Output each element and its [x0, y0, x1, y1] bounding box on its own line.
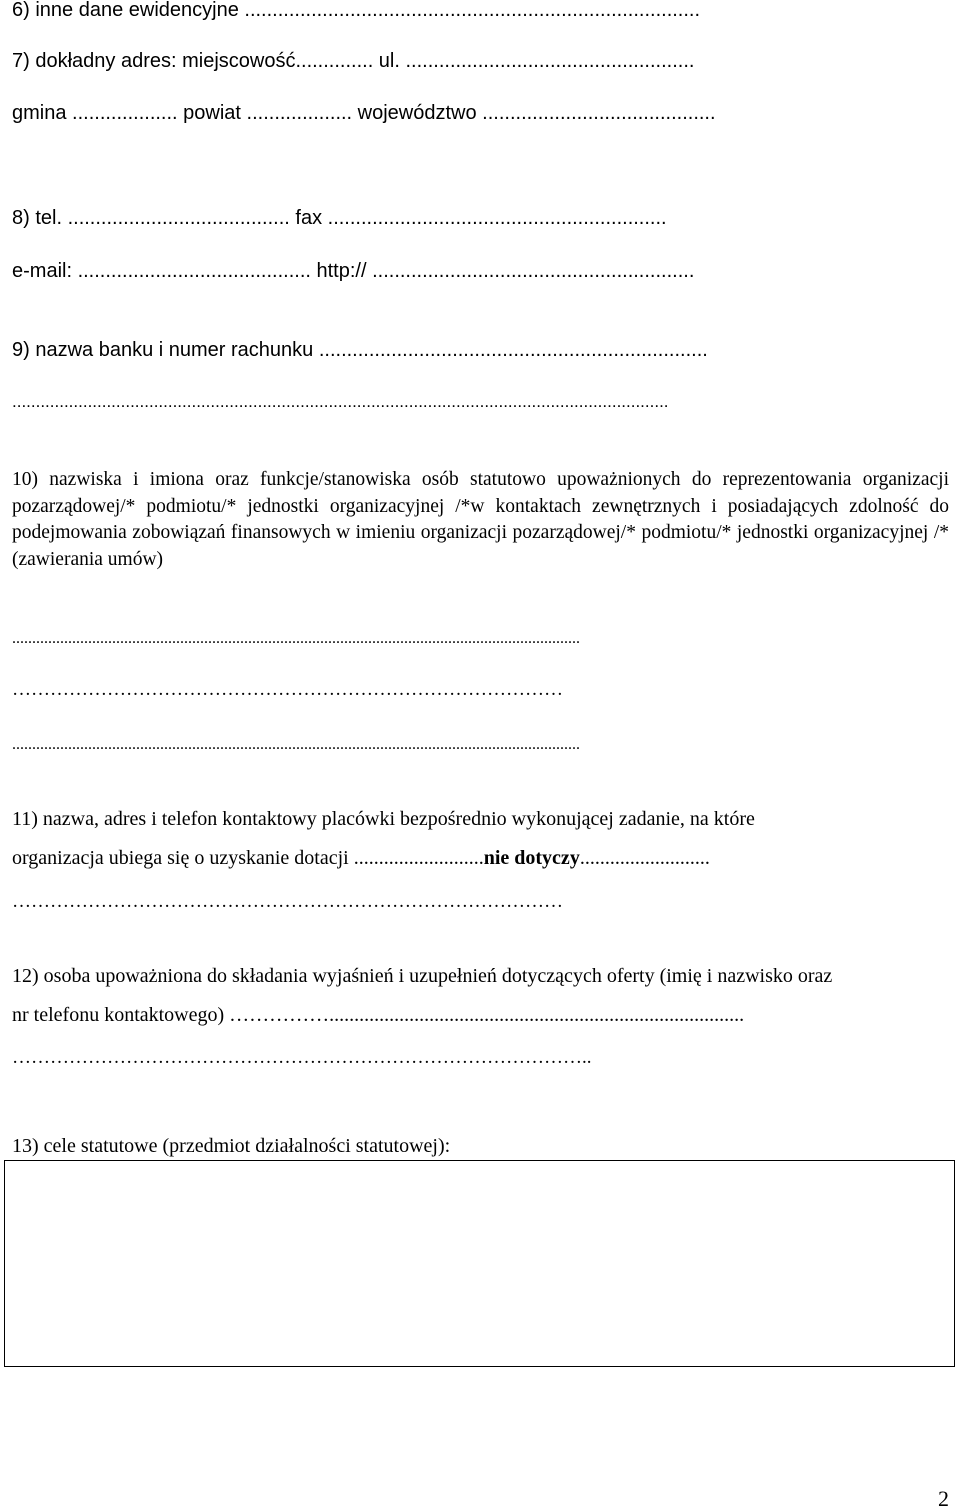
- field-12-contact-person-heading: 12) osoba upoważniona do składania wyjaśnień i uzupełnień dotyczących oferty (imię i nazwisko oraz: [12, 965, 833, 987]
- field-9-bank-account: 9) nazwa banku i numer rachunku ......................................................................: [12, 339, 708, 361]
- page-number: 2: [938, 1486, 949, 1511]
- field-12-answer-line: ………………………………………………………………………………..: [12, 1047, 592, 1068]
- field-10-answer-line-3: ..............................................................................................................................................: [12, 736, 580, 753]
- field-11-answer-line: ……………………………………………………………………………: [12, 891, 563, 912]
- field-10-answer-line-2: ……………………………………………………………………………: [12, 679, 563, 700]
- field-8-phone-fax: 8) tel. ........................................ fax .............................................................: [12, 207, 667, 229]
- field-11-facility-heading: 11) nazwa, adres i telefon kontaktowy placówki bezpośrednio wykonującej zadanie, na które: [12, 808, 755, 830]
- field-7-address-admin: gmina ................... powiat ................... województwo ..........................................: [12, 102, 716, 124]
- field-10-answer-line-1: ..............................................................................................................................................: [12, 630, 580, 647]
- field-6-other-registry-data: 6) inne dane ewidencyjne ..................................................................................: [12, 0, 701, 21]
- field-12-contact-person-answer: nr telefonu kontaktowego) ……………...................................................................................: [12, 1004, 745, 1026]
- field-9-bank-account-continuation: ...........................................................................................................................................: [12, 392, 669, 411]
- field-7-address: 7) dokładny adres: miejscowość.............. ul. ....................................................: [12, 50, 695, 72]
- field-10-authorized-persons-heading: 10) nazwiska i imiona oraz funkcje/stanowiska osób statutowo upoważnionych do reprezentowania organizacji pozarządowej/* podmiotu/* jednostki organizacyjnej /*w kontaktach zewnętrznych i posiadających zdolność do podejmowania zobowiązań finansowych w imieniu organizacji pozarządowej/* podmiotu/* jednostki organizacyjnej /*(zawierania umów): [12, 469, 949, 570]
- statutory-goals-text-box[interactable]: [4, 1160, 955, 1367]
- not-applicable-text: nie dotyczy: [483, 847, 580, 869]
- field-13-statutory-goals-heading: 13) cele statutowe (przedmiot działalności statutowej):: [12, 1135, 451, 1157]
- field-8-email-www: e-mail: .......................................... http:// ..........................................................: [12, 260, 695, 282]
- field-11-facility-answer: organizacja ubiega się o uzyskanie dotacji ..........................nie dotyczy..........................: [12, 847, 710, 869]
